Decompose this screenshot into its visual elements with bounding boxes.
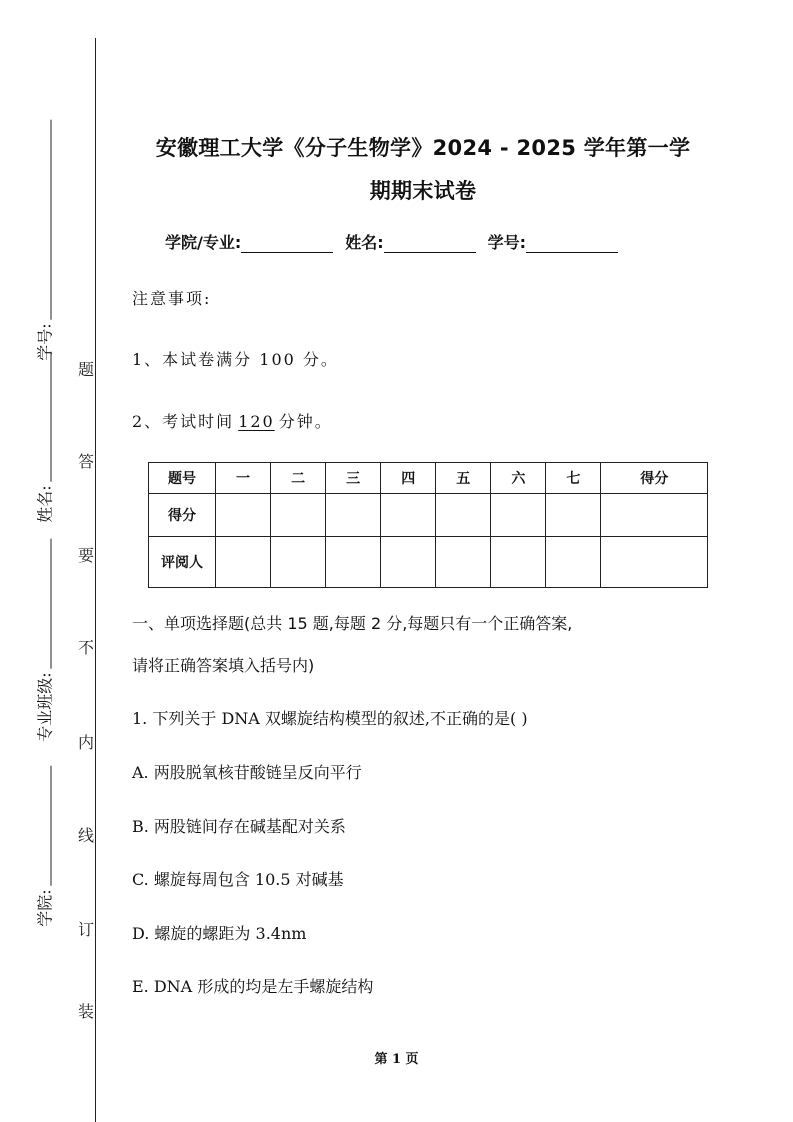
seal-char-1: 题 [78,360,95,379]
question-1-stem: 1. 下列关于 DNA 双螺旋结构模型的叙述,不正确的是( ) [132,709,528,728]
header-cell: 五 [436,463,491,494]
side-college-blank [37,765,52,885]
question-1-option-c: C. 螺旋每周包含 10.5 对碱基 [132,870,344,889]
seal-char-6: 线 [78,826,95,845]
header-cell: 一 [216,463,271,494]
student-no-blank [526,234,618,253]
reviewer-cell [601,537,708,588]
note-item-2-prefix: 2、考试时间 [132,412,235,431]
reviewer-cell [216,537,271,588]
note-item-1: 1、本试卷满分 100 分。 [132,350,339,369]
reviewer-cell [271,537,326,588]
score-row [149,494,708,537]
name-label: 姓名: [345,233,384,252]
name-blank [384,234,476,253]
side-name-label: 姓名: [35,485,55,523]
side-name-blank [37,351,52,481]
score-row-label: 得分 [149,494,216,537]
header-cell: 题号 [149,463,216,494]
college-major-blank [241,234,333,253]
note-item-2 [132,409,333,432]
score-cell [271,494,326,537]
seal-char-7: 订 [78,920,95,939]
header-cell: 六 [491,463,546,494]
section1-heading-line2: 请将正确答案填入括号内) [132,656,315,675]
side-name [33,351,56,522]
reviewer-cell [491,537,546,588]
note-item-2-suffix: 分钟。 [278,412,333,431]
side-student-number [33,119,56,360]
score-cell [546,494,601,537]
section1-heading-line1: 一、单项选择题(总共 15 题,每题 2 分,每题只有一个正确答案, [132,614,573,633]
reviewer-row-label: 评阅人 [149,537,216,588]
question-1-option-d: D. 螺旋的螺距为 3.4nm [132,924,307,943]
side-college-label: 学院: [35,889,55,927]
side-major-class-label: 专业班级: [35,672,55,742]
header-cell: 三 [326,463,381,494]
reviewer-cell [381,537,436,588]
score-cell [381,494,436,537]
exam-duration-value: 120 [238,412,275,431]
header-cell: 七 [546,463,601,494]
exam-title-line1: 安徽理工大学《分子生物学》2024 - 2025 学年第一学 [155,136,691,160]
question-1-option-e: E. DNA 形成的均是左手螺旋结构 [132,977,374,996]
seal-char-5: 内 [78,733,95,752]
binding-line [95,38,96,1122]
notes-heading: 注意事项: [132,289,212,308]
score-cell [216,494,271,537]
score-cell [491,494,546,537]
college-major-label: 学院/专业: [165,233,242,252]
side-major-class-blank [37,538,52,668]
score-table-header-row [149,463,708,494]
reviewer-row [149,537,708,588]
header-cell: 四 [381,463,436,494]
side-student-number-label: 学号: [35,323,55,361]
question-1-option-a: A. 两股脱氧核苷酸链呈反向平行 [132,763,362,782]
score-cell [436,494,491,537]
seal-char-8: 装 [78,1002,95,1021]
score-table [148,462,708,588]
score-cell [601,494,708,537]
header-cell: 二 [271,463,326,494]
side-college [33,765,56,926]
score-cell [326,494,381,537]
student-no-label: 学号: [487,233,527,252]
reviewer-cell [436,537,491,588]
exam-title-line2: 期期末试卷 [369,179,477,203]
seal-char-3: 要 [78,546,95,565]
question-1-option-b: B. 两股链间存在碱基配对关系 [132,817,346,836]
reviewer-cell [326,537,381,588]
seal-char-4: 不 [78,638,95,657]
student-info-row [165,230,630,253]
reviewer-cell [546,537,601,588]
page-number: 第 1 页 [374,1052,419,1067]
seal-char-2: 答 [78,452,95,471]
side-student-number-blank [37,119,52,319]
side-major-class [33,538,56,741]
header-cell: 得分 [601,463,708,494]
